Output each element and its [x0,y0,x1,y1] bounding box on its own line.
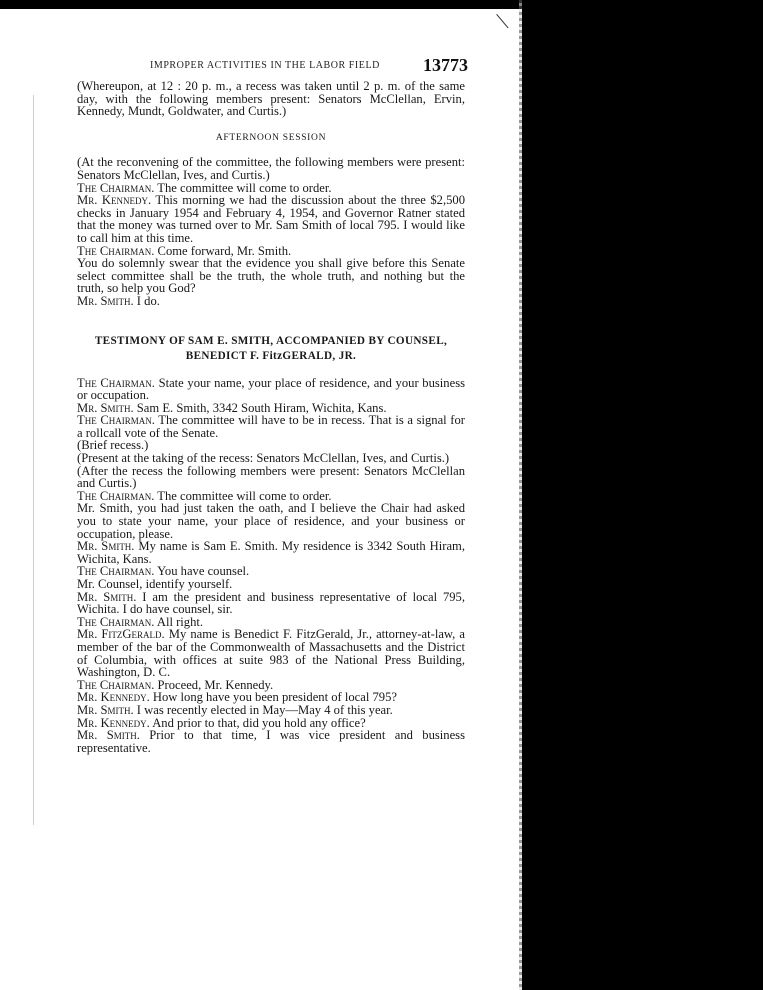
speech: All right. [154,614,204,629]
speaker: Mr. Smith. [77,400,134,415]
speaker: Mr. Smith. [77,539,135,554]
after-recess-note: (After the recess the following members were present: Senators McClellan and Curtis.) [77,463,465,491]
reconvening-note: (At the reconvening of the committee, the following members were present: Senators McClellan, Ives, and Curtis.) [77,155,465,182]
testimony-heading-line: TESTIMONY OF SAM E. SMITH, ACCOMPANIED BY COUNSEL, [94,334,448,347]
testimony-heading [77,334,465,364]
speech: The committee will come to order. [154,180,332,195]
speech: How long have you been president of local 795? [149,690,397,705]
speech: My name is Sam E. Smith. My residence is 3342 South Hiram, Wichita, Kans. [77,539,465,566]
speech: My name is Benedict F. FitzGerald, Jr., attorney-at-law, a member of the bar of the Commonwealth of Massachusetts and the District of Columbia, with offices at suite 983 of the National Press Building, Washington, D. C. [77,627,466,680]
speaker: The Chairman. [77,375,155,390]
afternoon-session-heading: AFTERNOON SESSION [215,132,327,143]
chair-remark: Mr. Counsel, identify yourself. [77,577,233,591]
running-header [150,55,470,77]
speech: This morning we had the discussion about the three $2,500 checks in January 1954 and February 4, 1954, and Governor Ratner stated that the money was turned over to Mr. Sam Smith of local 795. I would like to call him at this time. [77,193,465,245]
speaker: Mr. Smith. [77,293,134,308]
speech: The committee will come to order. [154,488,332,503]
running-title: IMPROPER ACTIVITIES IN THE LABOR FIELD [150,60,380,71]
speech: State your name, your place of residence, and your business or occupation. [77,375,465,403]
chair-remark: Mr. Smith, you had just taken the oath, and I believe the Chair had asked you to state your name, your place of residence, and your business or occupation, please. [77,501,465,541]
present-note: (Present at the taking of the recess: Senators McClellan, Ives, and Curtis.) [77,451,450,466]
speech: I do. [133,293,160,308]
speech: The committee will have to be in recess. That is a signal for a rollcall vote of the Senate. [77,413,465,440]
paragraph [77,540,465,565]
speaker: Mr. Smith. [77,728,140,743]
brief-recess-note: (Brief recess.) [77,438,149,453]
speaker: The Chairman. [77,614,155,629]
speaker: Mr. Kennedy. [77,690,150,705]
recess-note: (Whereupon, at 12 : 20 p. m., a recess was taken until 2 p. m. of the same day, with the following members present: Senators McClellan, Ervin, Kennedy, Mundt, Goldwater, and Curtis.) [77,79,465,119]
speech: You have counsel. [154,564,250,579]
speaker: Mr. Kennedy. [77,193,152,208]
speech: Proceed, Mr. Kennedy. [154,677,274,692]
paragraph [77,377,465,402]
speech: Come forward, Mr. Smith. [154,243,292,258]
speaker: Mr. FitzGerald. [77,627,165,642]
scan-right-edge [519,0,522,990]
speaker: Mr. Kennedy. [77,715,150,730]
speech: Prior to that time, I was vice president and business representative. [77,728,465,755]
paragraph [77,591,465,616]
scan-corner-mark [496,14,509,29]
speaker: The Chairman. [77,243,155,258]
paragraph [77,414,465,439]
speech: And prior to that, did you hold any office? [149,715,366,730]
oath-text: You do solemnly swear that the evidence you shall give before this Senate select committee shall be the truth, the whole truth, and nothing but the truth, so help you God? [77,256,465,296]
speaker: The Chairman. [77,488,155,503]
paragraph [77,295,465,308]
testimony-heading-line: BENEDICT F. FitzGERALD, JR. [185,349,357,362]
speaker: Mr. Smith. [77,702,134,717]
paragraph [77,628,465,678]
paragraph [77,729,465,754]
page-number: 13773 [423,55,468,75]
speaker: The Chairman. [77,564,155,579]
speech: I am the president and business representative of local 795, Wichita. I do have counsel, sir. [77,589,465,617]
speaker: The Chairman. [77,677,155,692]
scan-left-edge [33,95,34,825]
speaker: The Chairman. [77,180,155,195]
paragraph [77,194,465,244]
speech: Sam E. Smith, 3342 South Hiram, Wichita, Kans. [133,400,387,415]
speaker: Mr. Smith. [77,589,137,604]
speaker: The Chairman. [77,413,155,428]
speech: I was recently elected in May—May 4 of this year. [133,702,393,717]
scan-top-edge [0,0,522,9]
transcript-body [77,80,465,754]
